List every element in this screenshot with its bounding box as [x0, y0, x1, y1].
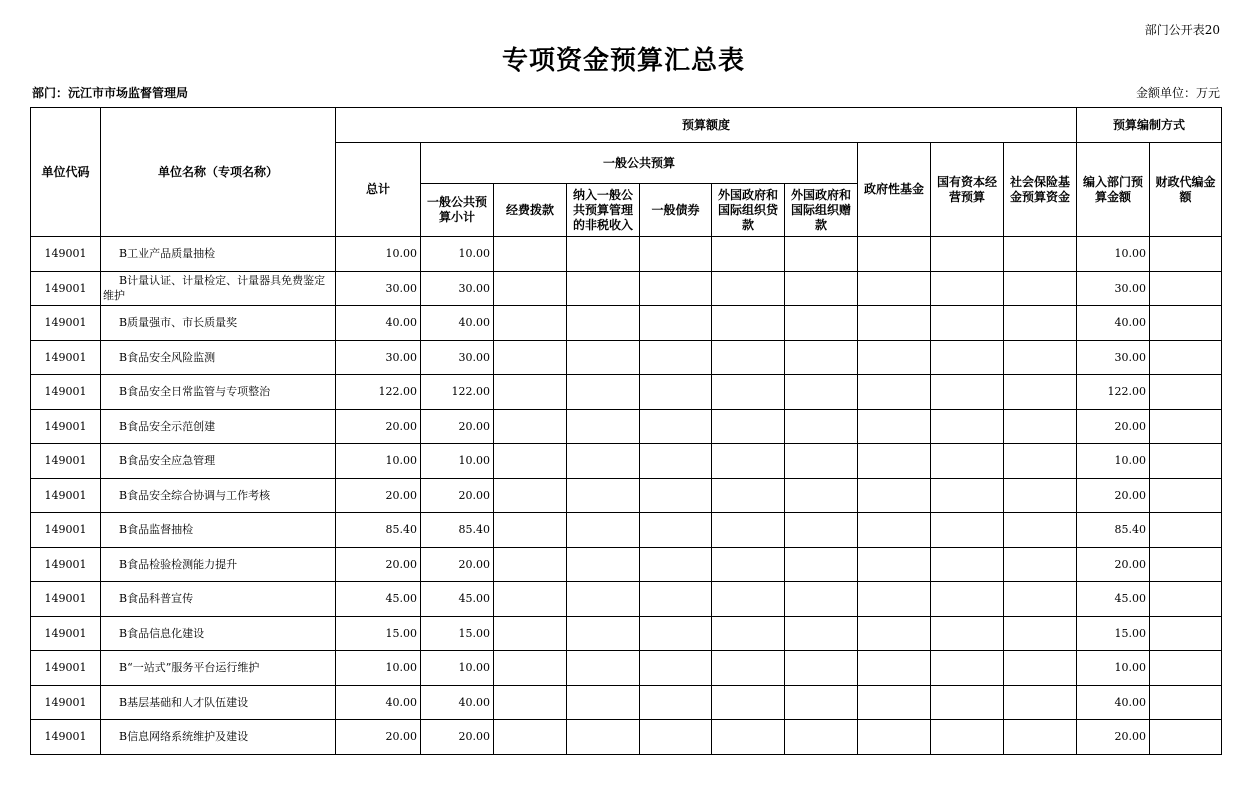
empty-cell: [712, 616, 785, 651]
table-row: [31, 513, 1222, 548]
unit-name-cell: B计量认证、计量检定、计量器具免费鉴定维护: [101, 271, 336, 306]
gpb-subtotal-cell: 10.00: [421, 651, 494, 686]
dept-compiled-cell: 40.00: [1077, 306, 1150, 341]
dept-compiled-cell: 30.00: [1077, 271, 1150, 306]
unit-code-cell: 149001: [31, 616, 101, 651]
empty-cell: [640, 271, 712, 306]
empty-cell: [1004, 409, 1077, 444]
unit-name-cell: B信息网络系统维护及建设: [101, 720, 336, 755]
unit-code-cell: 149001: [31, 547, 101, 582]
empty-cell: [858, 271, 931, 306]
gpb-subtotal-cell: 45.00: [421, 582, 494, 617]
empty-cell: [858, 685, 931, 720]
header-unit-name: 单位名称（专项名称）: [101, 108, 336, 237]
empty-cell: [1004, 651, 1077, 686]
unit-code-cell: 149001: [31, 375, 101, 410]
empty-cell: [494, 547, 567, 582]
finance-compiled-cell: [1150, 271, 1222, 306]
table-row: [31, 444, 1222, 479]
total-cell: 20.00: [336, 478, 421, 513]
table-row: [31, 409, 1222, 444]
empty-cell: [785, 651, 858, 686]
total-cell: 20.00: [336, 409, 421, 444]
unit-name-cell: B食品安全综合协调与工作考核: [101, 478, 336, 513]
empty-cell: [785, 582, 858, 617]
gpb-subtotal-cell: 30.00: [421, 340, 494, 375]
empty-cell: [931, 478, 1004, 513]
finance-compiled-cell: [1150, 478, 1222, 513]
table-row: [31, 340, 1222, 375]
empty-cell: [712, 513, 785, 548]
empty-cell: [567, 651, 640, 686]
empty-cell: [1004, 582, 1077, 617]
budget-table: [30, 107, 1222, 755]
empty-cell: [858, 582, 931, 617]
finance-compiled-cell: [1150, 409, 1222, 444]
unit-code-cell: 149001: [31, 237, 101, 272]
dept-compiled-cell: 20.00: [1077, 547, 1150, 582]
empty-cell: [785, 444, 858, 479]
header-finance-compiled: 财政代编金额: [1150, 143, 1222, 237]
finance-compiled-cell: [1150, 513, 1222, 548]
empty-cell: [785, 616, 858, 651]
empty-cell: [858, 306, 931, 341]
empty-cell: [931, 271, 1004, 306]
empty-cell: [931, 409, 1004, 444]
empty-cell: [494, 237, 567, 272]
header-total: 总计: [336, 143, 421, 237]
header-gpb-subtotal: 一般公共预算小计: [421, 184, 494, 237]
empty-cell: [1004, 513, 1077, 548]
empty-cell: [712, 547, 785, 582]
dept-compiled-cell: 122.00: [1077, 375, 1150, 410]
empty-cell: [858, 513, 931, 548]
empty-cell: [858, 651, 931, 686]
unit-name-cell: B食品安全风险监测: [101, 340, 336, 375]
empty-cell: [640, 340, 712, 375]
total-cell: 122.00: [336, 375, 421, 410]
gpb-subtotal-cell: 20.00: [421, 720, 494, 755]
gpb-subtotal-cell: 20.00: [421, 547, 494, 582]
empty-cell: [785, 306, 858, 341]
unit-name-cell: B工业产品质量抽检: [101, 237, 336, 272]
page-title: 专项资金预算汇总表: [501, 46, 745, 76]
table-row: [31, 237, 1222, 272]
empty-cell: [712, 409, 785, 444]
empty-cell: [931, 616, 1004, 651]
empty-cell: [1004, 271, 1077, 306]
empty-cell: [785, 720, 858, 755]
empty-cell: [567, 237, 640, 272]
empty-cell: [931, 513, 1004, 548]
total-cell: 45.00: [336, 582, 421, 617]
empty-cell: [567, 409, 640, 444]
header-gov-fund: 政府性基金: [858, 143, 931, 237]
empty-cell: [567, 685, 640, 720]
unit-name-cell: B基层基础和人才队伍建设: [101, 685, 336, 720]
total-cell: 85.40: [336, 513, 421, 548]
empty-cell: [494, 685, 567, 720]
empty-cell: [494, 340, 567, 375]
header-dept-compiled: 编入部门预算金额: [1077, 143, 1150, 237]
empty-cell: [785, 513, 858, 548]
unit-name-cell: B食品安全应急管理: [101, 444, 336, 479]
table-row: [31, 651, 1222, 686]
empty-cell: [858, 409, 931, 444]
unit-code-cell: 149001: [31, 409, 101, 444]
empty-cell: [931, 720, 1004, 755]
unit-code-cell: 149001: [31, 720, 101, 755]
empty-cell: [785, 685, 858, 720]
empty-cell: [1004, 306, 1077, 341]
dept-compiled-cell: 45.00: [1077, 582, 1150, 617]
unit-code-cell: 149001: [31, 271, 101, 306]
table-row: [31, 271, 1222, 306]
empty-cell: [931, 651, 1004, 686]
empty-cell: [785, 409, 858, 444]
unit-code-cell: 149001: [31, 582, 101, 617]
header-compile-method: 预算编制方式: [1077, 108, 1222, 143]
gpb-subtotal-cell: 10.00: [421, 237, 494, 272]
empty-cell: [567, 271, 640, 306]
header-nontax-income: 纳入一般公共预算管理的非税收入: [567, 184, 640, 237]
finance-compiled-cell: [1150, 720, 1222, 755]
empty-cell: [640, 513, 712, 548]
header-social-insurance: 社会保险基金预算资金: [1004, 143, 1077, 237]
table-row: [31, 547, 1222, 582]
table-row: [31, 375, 1222, 410]
unit-code-cell: 149001: [31, 478, 101, 513]
dept-compiled-cell: 10.00: [1077, 237, 1150, 272]
empty-cell: [494, 720, 567, 755]
empty-cell: [712, 237, 785, 272]
empty-cell: [640, 478, 712, 513]
unit-code-cell: 149001: [31, 513, 101, 548]
empty-cell: [931, 444, 1004, 479]
empty-cell: [494, 409, 567, 444]
empty-cell: [640, 616, 712, 651]
finance-compiled-cell: [1150, 685, 1222, 720]
empty-cell: [1004, 444, 1077, 479]
empty-cell: [785, 271, 858, 306]
total-cell: 10.00: [336, 444, 421, 479]
dept-compiled-cell: 20.00: [1077, 409, 1150, 444]
form-number: 部门公开表20: [1144, 23, 1220, 37]
empty-cell: [1004, 375, 1077, 410]
amount-unit-label: 金额单位：万元: [1135, 86, 1220, 100]
finance-compiled-cell: [1150, 444, 1222, 479]
total-cell: 10.00: [336, 651, 421, 686]
empty-cell: [494, 478, 567, 513]
dept-compiled-cell: 40.00: [1077, 685, 1150, 720]
empty-cell: [931, 685, 1004, 720]
gpb-subtotal-cell: 40.00: [421, 685, 494, 720]
dept-compiled-cell: 10.00: [1077, 651, 1150, 686]
unit-name-cell: B食品安全日常监管与专项整治: [101, 375, 336, 410]
empty-cell: [494, 513, 567, 548]
empty-cell: [712, 306, 785, 341]
finance-compiled-cell: [1150, 375, 1222, 410]
header-general-bonds: 一般债券: [640, 184, 712, 237]
unit-name-cell: B“一站式”服务平台运行维护: [101, 651, 336, 686]
table-row: [31, 720, 1222, 755]
total-cell: 30.00: [336, 271, 421, 306]
unit-code-cell: 149001: [31, 651, 101, 686]
empty-cell: [494, 271, 567, 306]
empty-cell: [712, 720, 785, 755]
empty-cell: [567, 582, 640, 617]
total-cell: 20.00: [336, 720, 421, 755]
empty-cell: [567, 616, 640, 651]
empty-cell: [858, 237, 931, 272]
table-row: [31, 306, 1222, 341]
empty-cell: [1004, 547, 1077, 582]
header-budget-amount: 预算额度: [336, 108, 1077, 143]
department-label: 部门：沅江市市场监督管理局: [32, 86, 189, 100]
finance-compiled-cell: [1150, 582, 1222, 617]
finance-compiled-cell: [1150, 651, 1222, 686]
gpb-subtotal-cell: 40.00: [421, 306, 494, 341]
empty-cell: [712, 478, 785, 513]
total-cell: 30.00: [336, 340, 421, 375]
empty-cell: [785, 375, 858, 410]
dept-compiled-cell: 85.40: [1077, 513, 1150, 548]
unit-name-cell: B食品科普宣传: [101, 582, 336, 617]
table-row: [31, 616, 1222, 651]
empty-cell: [567, 306, 640, 341]
header-unit-code: 单位代码: [31, 108, 101, 237]
empty-cell: [712, 582, 785, 617]
empty-cell: [567, 444, 640, 479]
total-cell: 20.00: [336, 547, 421, 582]
empty-cell: [640, 306, 712, 341]
empty-cell: [712, 271, 785, 306]
finance-compiled-cell: [1150, 237, 1222, 272]
empty-cell: [1004, 340, 1077, 375]
empty-cell: [640, 582, 712, 617]
empty-cell: [640, 237, 712, 272]
empty-cell: [712, 375, 785, 410]
empty-cell: [931, 340, 1004, 375]
empty-cell: [494, 444, 567, 479]
header-foreign-grants: 外国政府和国际组织赠款: [785, 184, 858, 237]
gpb-subtotal-cell: 20.00: [421, 409, 494, 444]
dept-compiled-cell: 20.00: [1077, 720, 1150, 755]
empty-cell: [712, 685, 785, 720]
empty-cell: [494, 651, 567, 686]
empty-cell: [1004, 478, 1077, 513]
empty-cell: [931, 582, 1004, 617]
unit-name-cell: B质量强市、市长质量奖: [101, 306, 336, 341]
empty-cell: [567, 547, 640, 582]
empty-cell: [858, 478, 931, 513]
empty-cell: [494, 306, 567, 341]
header-foreign-loans: 外国政府和国际组织贷款: [712, 184, 785, 237]
dept-compiled-cell: 20.00: [1077, 478, 1150, 513]
gpb-subtotal-cell: 15.00: [421, 616, 494, 651]
empty-cell: [494, 616, 567, 651]
empty-cell: [712, 651, 785, 686]
empty-cell: [1004, 237, 1077, 272]
empty-cell: [931, 237, 1004, 272]
empty-cell: [567, 478, 640, 513]
empty-cell: [858, 375, 931, 410]
empty-cell: [494, 375, 567, 410]
dept-compiled-cell: 15.00: [1077, 616, 1150, 651]
total-cell: 15.00: [336, 616, 421, 651]
empty-cell: [712, 340, 785, 375]
unit-code-cell: 149001: [31, 306, 101, 341]
total-cell: 10.00: [336, 237, 421, 272]
empty-cell: [931, 306, 1004, 341]
empty-cell: [858, 444, 931, 479]
dept-compiled-cell: 30.00: [1077, 340, 1150, 375]
empty-cell: [1004, 616, 1077, 651]
unit-name-cell: B食品安全示范创建: [101, 409, 336, 444]
finance-compiled-cell: [1150, 340, 1222, 375]
empty-cell: [712, 444, 785, 479]
unit-code-cell: 149001: [31, 444, 101, 479]
empty-cell: [567, 513, 640, 548]
empty-cell: [494, 582, 567, 617]
table-row: [31, 685, 1222, 720]
empty-cell: [567, 375, 640, 410]
empty-cell: [640, 685, 712, 720]
empty-cell: [858, 720, 931, 755]
finance-compiled-cell: [1150, 306, 1222, 341]
empty-cell: [1004, 685, 1077, 720]
unit-name-cell: B食品检验检测能力提升: [101, 547, 336, 582]
empty-cell: [858, 616, 931, 651]
empty-cell: [785, 547, 858, 582]
empty-cell: [640, 409, 712, 444]
gpb-subtotal-cell: 20.00: [421, 478, 494, 513]
gpb-subtotal-cell: 122.00: [421, 375, 494, 410]
empty-cell: [640, 651, 712, 686]
empty-cell: [785, 237, 858, 272]
empty-cell: [567, 340, 640, 375]
finance-compiled-cell: [1150, 547, 1222, 582]
total-cell: 40.00: [336, 685, 421, 720]
empty-cell: [1004, 720, 1077, 755]
gpb-subtotal-cell: 30.00: [421, 271, 494, 306]
header-operating-funds: 经费拨款: [494, 184, 567, 237]
unit-code-cell: 149001: [31, 340, 101, 375]
unit-code-cell: 149001: [31, 685, 101, 720]
empty-cell: [640, 375, 712, 410]
gpb-subtotal-cell: 10.00: [421, 444, 494, 479]
gpb-subtotal-cell: 85.40: [421, 513, 494, 548]
header-general-public-budget: 一般公共预算: [421, 143, 858, 184]
empty-cell: [640, 547, 712, 582]
empty-cell: [640, 720, 712, 755]
empty-cell: [567, 720, 640, 755]
unit-name-cell: B食品监督抽检: [101, 513, 336, 548]
finance-compiled-cell: [1150, 616, 1222, 651]
unit-name-cell: B食品信息化建设: [101, 616, 336, 651]
empty-cell: [858, 340, 931, 375]
empty-cell: [785, 340, 858, 375]
empty-cell: [931, 375, 1004, 410]
table-row: [31, 478, 1222, 513]
dept-compiled-cell: 10.00: [1077, 444, 1150, 479]
empty-cell: [858, 547, 931, 582]
empty-cell: [785, 478, 858, 513]
table-row: [31, 582, 1222, 617]
empty-cell: [931, 547, 1004, 582]
header-state-capital: 国有资本经营预算: [931, 143, 1004, 237]
empty-cell: [640, 444, 712, 479]
total-cell: 40.00: [336, 306, 421, 341]
